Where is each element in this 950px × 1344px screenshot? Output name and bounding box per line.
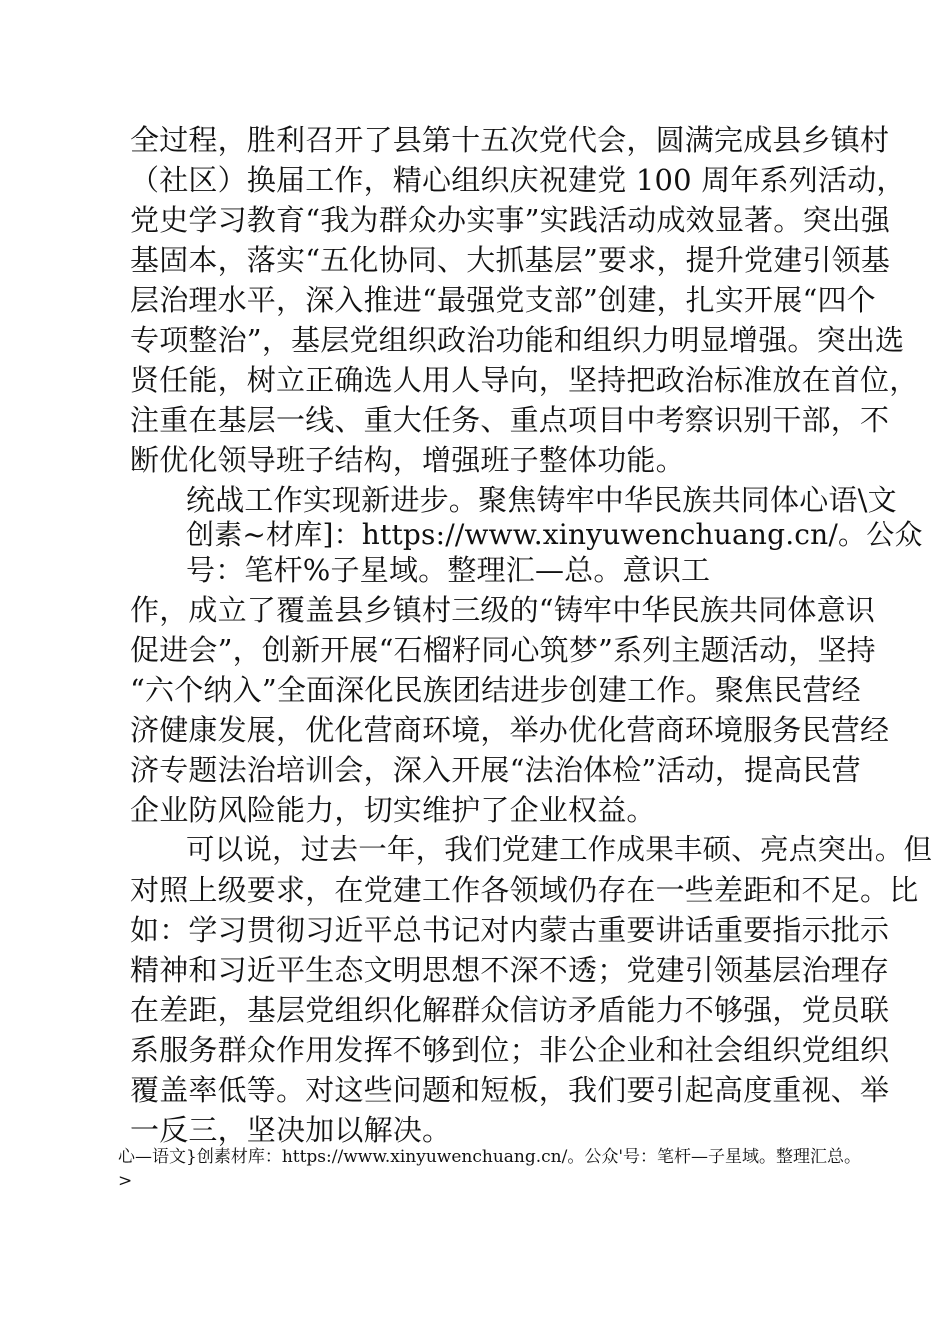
text-line: 基固本，落实“五化协同、大抓基层”要求，提升党建引领基 xyxy=(130,243,891,277)
text-line: “六个纳入”全面深化民族团结进步创建工作。聚焦民营经 xyxy=(130,673,861,707)
text-line: 覆盖率低等。对这些问题和短板，我们要引起高度重视、举 xyxy=(130,1073,890,1107)
text-line: 在差距，基层党组织化解群众信访矛盾能力不够强，党员联 xyxy=(130,993,890,1027)
footer-watermark-text: 心—语文}创素材库：https://www.xinyuwenchuang.cn/。公众'号：笔杆—子星域。整理汇总。 xyxy=(118,1147,862,1167)
footer-marker: > xyxy=(118,1171,133,1191)
text-line: 如：学习贯彻习近平总书记对内蒙古重要讲话重要指示批示 xyxy=(130,913,890,947)
text-line: （社区）换届工作，精心组织庆祝建党 100 周年系列活动， xyxy=(130,163,906,197)
text-line: 断优化领导班子结构，增强班子整体功能。 xyxy=(130,443,685,477)
text-line: 统战工作实现新进步。聚焦铸牢中华民族共同体心语\文 xyxy=(186,483,897,517)
text-line: 号：笔杆%子星域。整理汇—总。意识工 xyxy=(186,553,711,587)
text-line: 系服务群众作用发挥不够到位；非公企业和社会组织党组织 xyxy=(130,1033,890,1067)
text-line: 注重在基层一线、重大任务、重点项目中考察识别干部，不 xyxy=(130,403,890,437)
text-line: 一反三，坚决加以解决。 xyxy=(130,1113,452,1147)
text-line: 企业防风险能力，切实维护了企业权益。 xyxy=(130,793,656,827)
text-line: 促进会”，创新开展“石榴籽同心筑梦”系列主题活动，坚持 xyxy=(130,633,876,667)
text-line: 作，成立了覆盖县乡镇村三级的“铸牢中华民族共同体意识 xyxy=(130,593,876,627)
text-line: 济健康发展，优化营商环境，举办优化营商环境服务民营经 xyxy=(130,713,890,747)
text-line: 专项整治”，基层党组织政治功能和组织力明显增强。突出选 xyxy=(130,323,905,357)
text-line: 全过程，胜利召开了县第十五次党代会，圆满完成县乡镇村 xyxy=(130,123,890,157)
text-line: 对照上级要求，在党建工作各领域仍存在一些差距和不足。比 xyxy=(130,873,919,907)
text-line: 层治理水平，深入推进“最强党支部”创建，扎实开展“四个 xyxy=(130,283,876,317)
text-line: 济专题法治培训会，深入开展“法治体检”活动，提高民营 xyxy=(130,753,861,787)
text-line: 党史学习教育“我为群众办实事”实践活动成效显著。突出强 xyxy=(130,203,891,237)
text-line: 精神和习近平生态文明思想不深不透；党建引领基层治理存 xyxy=(130,953,890,987)
text-line: 创素~材库]：https://www.xinyuwenchuang.cn/。公众 xyxy=(186,518,923,551)
text-line: 贤任能，树立正确选人用人导向，坚持把政治标准放在首位， xyxy=(130,363,919,397)
text-line: 可以说，过去一年，我们党建工作成果丰硕、亮点突出。但 xyxy=(186,833,933,866)
